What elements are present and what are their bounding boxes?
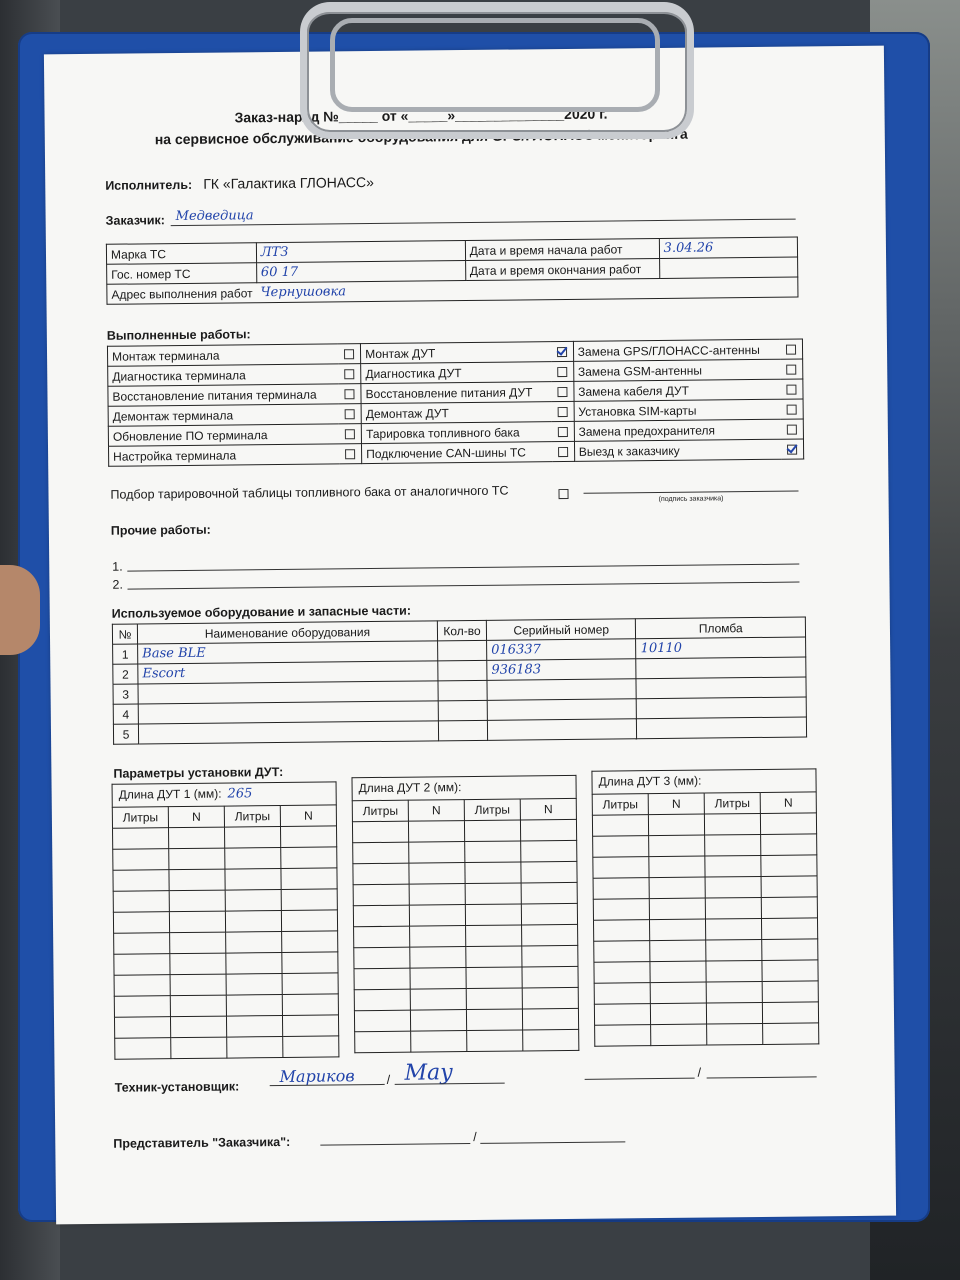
dut-column-header: Литры: [112, 807, 168, 829]
work-label: Настройка терминала: [109, 444, 340, 466]
dut-cell: [761, 918, 817, 940]
work-checkbox-cell: [551, 361, 574, 381]
equipment-column-header: Кол-во: [437, 620, 486, 641]
dut-cell: [522, 987, 578, 1009]
dut-cell: [282, 931, 338, 953]
technician-signature: Мау: [404, 1060, 454, 1086]
dut-cell: [649, 877, 705, 899]
work-checkbox-cell: [552, 441, 575, 461]
dut-cell: [466, 1009, 522, 1031]
dut-cell: [466, 988, 522, 1010]
work-checkbox-cell: [780, 379, 803, 399]
dut-cell: [465, 904, 521, 926]
dut-cell: [227, 1036, 283, 1058]
dut-cell: [170, 953, 226, 975]
equipment-cell: 2: [113, 664, 138, 684]
work-checkbox[interactable]: [787, 405, 797, 415]
dut-cell: [522, 924, 578, 946]
dut-cell: [115, 1038, 171, 1060]
dut-cell: [114, 996, 170, 1018]
dut-column-header: N: [760, 792, 816, 814]
dut-cell: [649, 856, 705, 878]
work-checkbox-cell: [780, 339, 803, 359]
dut-cell: [594, 962, 650, 984]
work-checkbox-cell: [781, 399, 804, 419]
equipment-cell: [487, 699, 637, 721]
dut-cell: [226, 952, 282, 974]
dut-cell: [113, 891, 169, 913]
dut-cell: [282, 994, 338, 1016]
dut-cell: [281, 847, 337, 869]
equipment-cell: 5: [113, 724, 138, 744]
rep-slash: /: [473, 1129, 477, 1144]
dut-cell: [594, 983, 650, 1005]
dut-cell: [523, 1029, 579, 1051]
customer-label: Заказчик:: [105, 213, 165, 228]
dut-column-header: N: [280, 805, 336, 827]
dut-cell: [592, 815, 648, 837]
form-subtitle: на сервисное обслуживание оборудования для GPS/ГЛОНАСС мониторинга: [154, 125, 688, 148]
extra-sign-line-2: [707, 1076, 817, 1078]
other-work-1-line: [127, 564, 799, 572]
work-checkbox[interactable]: [345, 390, 355, 400]
dut-cell: [169, 890, 225, 912]
executor-label: Исполнитель:: [105, 177, 193, 193]
dut-length-value: 265: [227, 786, 253, 802]
work-checkbox[interactable]: [344, 350, 354, 360]
dut-cell: [114, 933, 170, 955]
equipment-cell: [487, 679, 637, 701]
dut-length-label: Длина ДУТ 1 (мм):: [118, 786, 222, 802]
work-checkbox-cell: [780, 359, 803, 379]
work-checkbox[interactable]: [345, 410, 355, 420]
dut-cell: [593, 899, 649, 921]
dut-length-header: [591, 768, 816, 793]
dut-cell: [466, 925, 522, 947]
equipment-cell: Base BLE: [138, 641, 438, 664]
works-table: [107, 338, 804, 466]
work-checkbox-cell: [338, 364, 361, 384]
work-label: Диагностика ДУТ: [361, 362, 551, 384]
dut-cell: [281, 868, 337, 890]
dut-cell: [354, 989, 410, 1011]
dut-length-label: Длина ДУТ 2 (мм):: [358, 780, 462, 796]
work-checkbox[interactable]: [345, 450, 355, 460]
dut-cell: [169, 848, 225, 870]
dut-column-header: Литры: [464, 799, 520, 821]
dut-cell: [410, 968, 466, 990]
work-checkbox[interactable]: [786, 365, 796, 375]
dut-cell: [410, 926, 466, 948]
dut-cell: [169, 911, 225, 933]
executor-value: ГК «Галактика ГЛОНАСС»: [203, 173, 374, 192]
dut-column-header: N: [408, 800, 464, 822]
work-checkbox[interactable]: [557, 387, 567, 397]
work-checkbox[interactable]: [787, 425, 797, 435]
dut-cell: [354, 968, 410, 990]
thumb: [0, 565, 40, 655]
work-label: Замена GSM-антенны: [573, 359, 780, 381]
dut-cell: [704, 813, 760, 835]
dut-cell: [225, 868, 281, 890]
dut-cell: [650, 940, 706, 962]
dut-cell: [354, 926, 410, 948]
dut-cell: [170, 932, 226, 954]
dut-cell: [706, 1002, 762, 1024]
tank-table-label: Подбор тарировочной таблицы топливного бака от аналогичного ТС: [110, 483, 509, 502]
dut-cell: [648, 814, 704, 836]
equipment-title: Используемое оборудование и запасные части:: [111, 603, 412, 621]
dut-title: Параметры установки ДУТ:: [113, 764, 284, 781]
dut-cell: [762, 1002, 818, 1024]
equipment-cell: [637, 697, 807, 719]
dut-cell: [354, 1010, 410, 1032]
dut-cell: [282, 952, 338, 974]
dut-cell: [411, 1031, 467, 1053]
plate-value: 60 17: [256, 261, 465, 283]
dut-cell: [114, 1017, 170, 1039]
dut-cell: [114, 975, 170, 997]
work-label: Монтаж ДУТ: [361, 342, 551, 364]
work-checkbox[interactable]: [558, 427, 568, 437]
work-label: Замена GPS/ГЛОНАСС-антенны: [573, 339, 780, 361]
dut-cell: [594, 941, 650, 963]
dut-cell: [409, 842, 465, 864]
dut-cell: [170, 974, 226, 996]
dut-cell: [595, 1025, 651, 1047]
dut-cell: [594, 1004, 650, 1026]
clipboard-clip-inner: [330, 18, 660, 112]
other-works-title: Прочие работы:: [110, 522, 211, 538]
dut-cell: [649, 919, 705, 941]
work-checkbox-cell: [339, 444, 362, 464]
equipment-column-header: Серийный номер: [486, 619, 636, 641]
dut-cell: [705, 897, 761, 919]
dut-cell: [225, 910, 281, 932]
dut-cell: [464, 820, 520, 842]
work-checkbox[interactable]: [344, 370, 354, 380]
equipment-cell: [487, 719, 637, 741]
dut-cell: [224, 826, 280, 848]
work-label: Демонтаж терминала: [108, 404, 339, 426]
plate-label: Гос. номер ТС: [107, 263, 257, 285]
dut-cell: [353, 905, 409, 927]
dut-cell: [282, 1015, 338, 1037]
dut-length-header: [112, 781, 337, 806]
work-checkbox-cell: [551, 401, 574, 421]
order-form: [44, 46, 896, 1225]
form-title: Заказ-наряд №_____ от «_____»______________2020 г.: [234, 105, 608, 126]
dut-cell: [226, 1015, 282, 1037]
dut-cell: [593, 857, 649, 879]
dut-cell: [465, 862, 521, 884]
vehicle-table: [106, 237, 799, 305]
dut-cell: [410, 947, 466, 969]
brand-label: Марка ТС: [106, 243, 256, 265]
equipment-cell: 10110: [636, 637, 806, 659]
work-checkbox-cell: [551, 341, 574, 361]
dut-cell: [761, 897, 817, 919]
work-label: Выезд к заказчику: [574, 439, 781, 461]
dut-cell: [706, 939, 762, 961]
address-label: Адрес выполнения работ: [107, 283, 257, 305]
equipment-cell: [438, 720, 487, 741]
equipment-cell: 016337: [487, 639, 637, 661]
dut-cell: [225, 847, 281, 869]
dut-cell: [761, 855, 817, 877]
dut-cell: [761, 876, 817, 898]
dut-cell: [593, 920, 649, 942]
dut-cell: [113, 870, 169, 892]
dut-cell: [705, 855, 761, 877]
work-label: Восстановление питания терминала: [108, 384, 339, 406]
technician-name-line: [270, 1084, 385, 1086]
work-label: Восстановление питания ДУТ: [361, 382, 551, 404]
dut-cell: [465, 841, 521, 863]
rep-sign-line: [480, 1141, 625, 1144]
dut-cell: [353, 863, 409, 885]
equipment-cell: Escort: [138, 661, 438, 684]
dut-cell: [114, 954, 170, 976]
dut-cell: [521, 882, 577, 904]
work-checkbox[interactable]: [787, 445, 797, 455]
work-checkbox[interactable]: [557, 347, 567, 357]
dut-cell: [225, 889, 281, 911]
dut-cell: [466, 967, 522, 989]
dut-cell: [281, 889, 337, 911]
dut-cell: [355, 1031, 411, 1053]
rep-name-line: [320, 1143, 470, 1146]
work-label: Монтаж терминала: [107, 344, 338, 366]
dut-cell: [282, 973, 338, 995]
work-label: Диагностика терминала: [108, 364, 339, 386]
work-label: Подключение CAN-шины ТС: [362, 442, 552, 464]
dut-cell: [353, 842, 409, 864]
dut-cell: [113, 912, 169, 934]
dut-cell: [593, 878, 649, 900]
work-checkbox[interactable]: [345, 430, 355, 440]
dut-cell: [706, 960, 762, 982]
dut-cell: [170, 995, 226, 1017]
end-label: Дата и время окончания работ: [465, 258, 659, 280]
dut-cell: [171, 1037, 227, 1059]
dut-cell: [410, 1010, 466, 1032]
dut-cell: [169, 827, 225, 849]
dut-column-header: Литры: [352, 800, 408, 822]
dut-cell: [280, 826, 336, 848]
dut-cell: [409, 905, 465, 927]
work-checkbox[interactable]: [786, 385, 796, 395]
work-label: Демонтаж ДУТ: [361, 402, 551, 424]
dut-cell: [410, 989, 466, 1011]
dut-column-header: N: [168, 806, 224, 828]
technician-name: Мариков: [279, 1066, 355, 1087]
work-checkbox-cell: [339, 404, 362, 424]
dut-cell: [467, 1030, 523, 1052]
dut-cell: [649, 898, 705, 920]
dut-cell: [522, 945, 578, 967]
customer-sign-line: [584, 491, 799, 494]
dut-cell: [226, 973, 282, 995]
works-title: Выполненные работы:: [106, 327, 251, 343]
dut-block: [112, 781, 340, 1059]
dut-length-label: Длина ДУТ 3 (мм):: [598, 773, 702, 789]
work-checkbox[interactable]: [557, 407, 567, 417]
equipment-cell: 4: [113, 704, 138, 724]
equipment-cell: [636, 677, 806, 699]
dut-cell: [353, 884, 409, 906]
dut-cell: [650, 961, 706, 983]
equipment-cell: [438, 660, 487, 681]
work-checkbox[interactable]: [558, 447, 568, 457]
dut-cell: [521, 861, 577, 883]
dut-cell: [408, 821, 464, 843]
dut-column-header: Литры: [592, 794, 648, 816]
equipment-column-header: Пломба: [636, 617, 806, 639]
equipment-cell: [438, 700, 487, 721]
equipment-column-header: Наименование оборудования: [137, 621, 437, 644]
dut-cell: [706, 981, 762, 1003]
work-checkbox-cell: [338, 344, 361, 364]
work-checkbox-cell: [339, 424, 362, 444]
equipment-table: [112, 616, 807, 744]
dut-cell: [522, 966, 578, 988]
dut-cell: [593, 836, 649, 858]
dut-column-header: N: [520, 798, 576, 820]
dut-cell: [352, 821, 408, 843]
dut-cell: [283, 1036, 339, 1058]
dut-cell: [762, 939, 818, 961]
dut-table: [592, 791, 820, 1046]
dut-cell: [281, 910, 337, 932]
other-work-2-line: [127, 582, 799, 590]
dut-cell: [705, 834, 761, 856]
work-checkbox[interactable]: [786, 345, 796, 355]
equipment-cell: [438, 680, 487, 701]
dut-cell: [521, 903, 577, 925]
tank-table-checkbox[interactable]: [558, 489, 568, 499]
work-checkbox-cell: [781, 439, 804, 459]
dut-cell: [226, 931, 282, 953]
dut-cell: [761, 834, 817, 856]
equipment-cell: 936183: [487, 659, 637, 681]
dut-cell: [649, 835, 705, 857]
technician-label: Техник-установщик:: [114, 1079, 240, 1095]
work-label: Замена предохранителя: [574, 419, 781, 441]
extra-sign-line-1: [585, 1078, 695, 1080]
dut-column-header: Литры: [224, 805, 280, 827]
dut-cell: [651, 1024, 707, 1046]
work-checkbox-cell: [339, 384, 362, 404]
dut-cell: [113, 828, 169, 850]
dut-cell: [466, 946, 522, 968]
dut-cell: [226, 994, 282, 1016]
dut-cell: [762, 981, 818, 1003]
dut-cell: [409, 863, 465, 885]
dut-column-header: N: [648, 793, 704, 815]
equipment-cell: [437, 640, 486, 661]
dut-cell: [760, 813, 816, 835]
other-work-2: 2.: [112, 577, 123, 592]
equipment-column-header: №: [112, 624, 137, 644]
brand-value: ЛТЗ: [256, 241, 465, 263]
rep-label: Представитель "Заказчика":: [113, 1134, 291, 1151]
work-checkbox-cell: [551, 381, 574, 401]
dut-cell: [409, 884, 465, 906]
dut-cell: [650, 982, 706, 1004]
other-work-1: 1.: [112, 559, 123, 574]
dut-block: [591, 768, 819, 1046]
dut-cell: [465, 883, 521, 905]
dut-cell: [170, 1016, 226, 1038]
dut-cell: [707, 1023, 763, 1045]
customer-value: Медведица: [175, 208, 254, 225]
dut-cell: [113, 849, 169, 871]
dut-table: [352, 798, 580, 1053]
dut-cell: [354, 947, 410, 969]
work-label: Установка SIM-карты: [574, 399, 781, 421]
dut-cell: [705, 876, 761, 898]
address-value: Чернушовка: [256, 277, 797, 303]
extra-slash: /: [697, 1065, 702, 1080]
dut-length-header: [351, 775, 576, 800]
dut-cell: [763, 1023, 819, 1045]
work-checkbox-cell: [551, 421, 574, 441]
dut-cell: [650, 1003, 706, 1025]
dut-block: [351, 775, 579, 1053]
dut-cell: [520, 819, 576, 841]
start-value: 3.04.26: [659, 237, 798, 258]
work-label: Обновление ПО терминала: [108, 424, 339, 446]
equipment-cell: [138, 721, 438, 744]
work-checkbox[interactable]: [557, 367, 567, 377]
dut-table: [112, 804, 340, 1059]
dut-cell: [705, 918, 761, 940]
dut-column-header: Литры: [704, 792, 760, 814]
customer-sign-caption: (подпись заказчика): [658, 495, 724, 504]
dut-cell: [169, 869, 225, 891]
end-value: [659, 257, 798, 278]
work-label: Тарировка топливного бака: [361, 422, 551, 444]
equipment-cell: [637, 717, 807, 739]
customer-line: [171, 219, 796, 227]
dut-cell: [522, 1008, 578, 1030]
dut-cell: [762, 960, 818, 982]
start-label: Дата и время начала работ: [465, 238, 659, 260]
dut-cell: [521, 840, 577, 862]
work-checkbox-cell: [781, 419, 804, 439]
equipment-cell: [636, 657, 806, 679]
technician-slash: /: [386, 1072, 391, 1087]
equipment-cell: 1: [113, 644, 138, 664]
equipment-cell: 3: [113, 684, 138, 704]
work-label: Замена кабеля ДУТ: [574, 379, 781, 401]
